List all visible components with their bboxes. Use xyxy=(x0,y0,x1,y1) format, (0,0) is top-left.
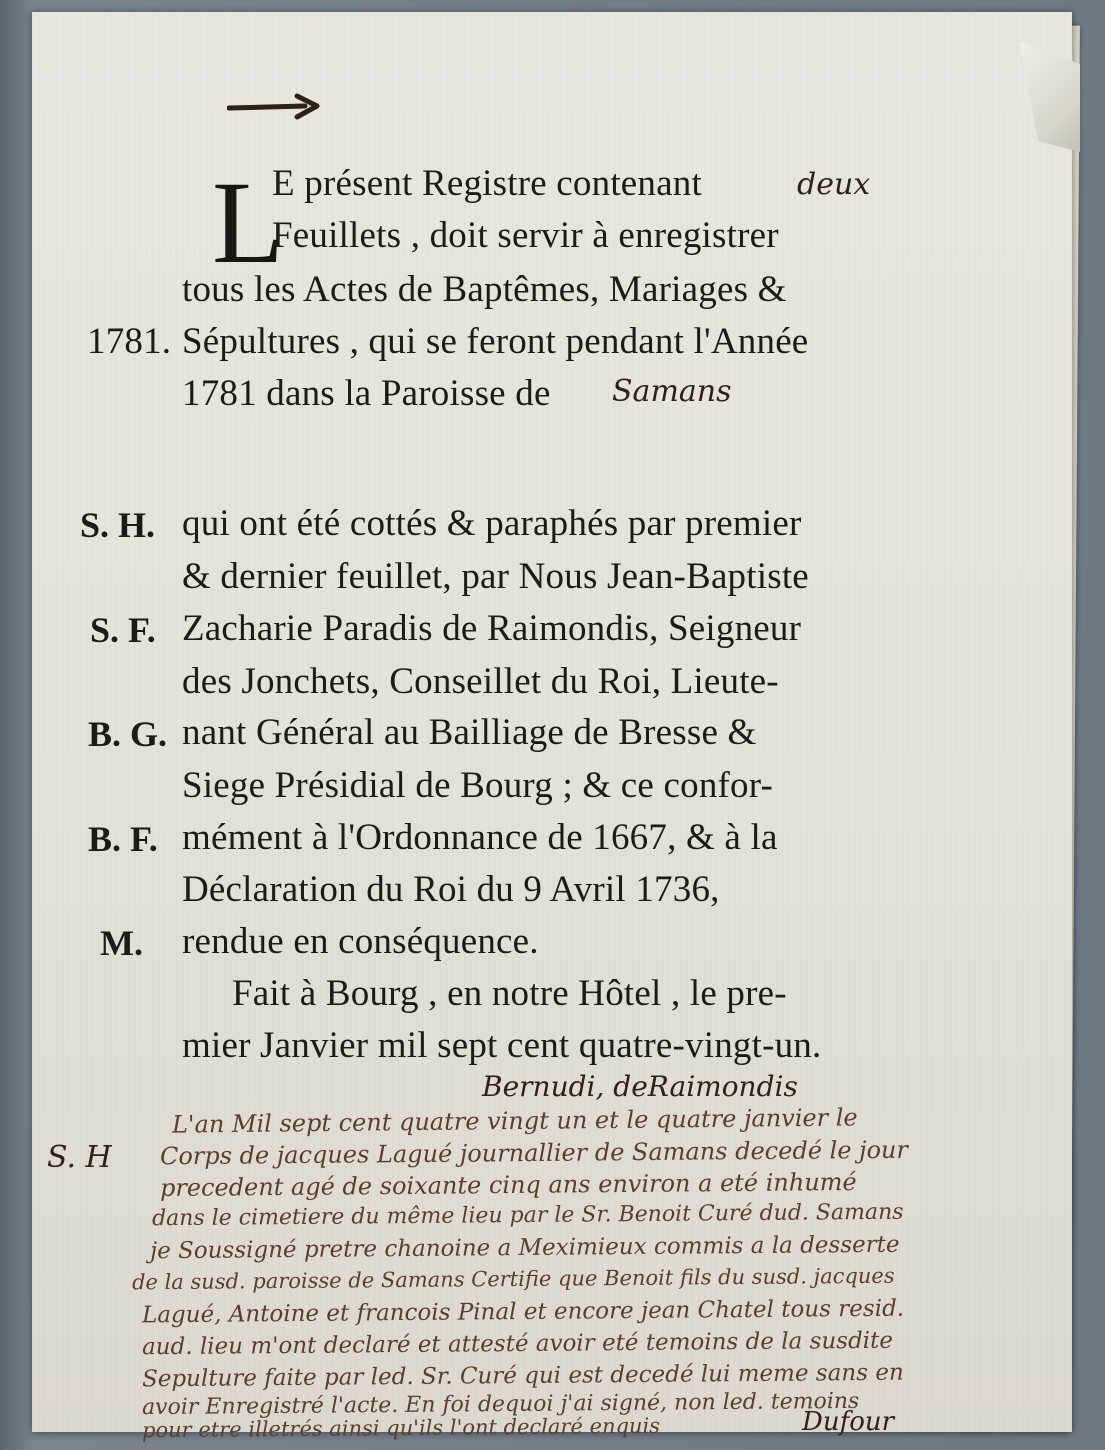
margin-sh-handwritten: S. H xyxy=(47,1140,112,1175)
arrow-icon xyxy=(227,90,322,124)
print-line-3: tous les Actes de Baptêmes, Mariages & xyxy=(182,269,787,310)
margin-bg: B. G. xyxy=(88,714,168,754)
print-line-13: Déclaration du Roi du 9 Avril 1736, xyxy=(182,869,720,910)
entry-line-7: Lagué, Antoine et francois Pinal et encore jean Chatel tous resid. xyxy=(141,1295,905,1329)
print-line-9: des Jonchets, Conseillet du Roi, Lieute- xyxy=(182,661,779,702)
margin-m: M. xyxy=(100,923,143,963)
entry-line-2: Corps de jacques Lagué journallier de Samans decedé le jour xyxy=(159,1135,909,1171)
margin-year: 1781. xyxy=(87,321,172,362)
handwritten-count: deux xyxy=(797,167,871,202)
entry-signature: Dufour xyxy=(802,1407,895,1437)
print-line-5: 1781 dans la Paroisse de xyxy=(182,373,551,414)
print-line-8: Zacharie Paradis de Raimondis, Seigneur xyxy=(182,608,802,649)
print-line-4: Sépultures , qui se feront pendant l'Année xyxy=(182,321,809,362)
print-line-10: nant Général au Bailliage de Bresse & xyxy=(182,712,757,753)
entry-line-11: pour etre illetrés ainsi qu'ils l'ont declaré enquis xyxy=(141,1413,661,1443)
entry-line-5: je Soussigné pretre chanoine a Meximieux commis a la desserte xyxy=(149,1231,900,1265)
entry-line-1: L'an Mil sept cent quatre vingt un et le quatre janvier le xyxy=(171,1103,858,1139)
handwritten-parish: Samans xyxy=(612,374,732,409)
print-line-16: mier Janvier mil sept cent quatre-vingt-un. xyxy=(182,1025,822,1066)
entry-line-8: aud. lieu m'ont declaré et attesté avoir eté temoins de la susdite xyxy=(141,1327,894,1361)
folded-corner xyxy=(1020,42,1080,152)
register-page xyxy=(32,12,1072,1443)
official-signature: Bernudi, deRaimondis xyxy=(482,1070,798,1103)
print-line-15: Fait à Bourg , en notre Hôtel , le pre- xyxy=(232,973,787,1014)
margin-bf: B. F. xyxy=(88,819,158,859)
entry-line-9: Sepulture faite par led. Sr. Curé qui est decedé lui meme sans en xyxy=(141,1359,904,1393)
margin-sh: S. H. xyxy=(80,505,156,545)
drop-cap: L xyxy=(212,157,285,288)
print-line-12: mément à l'Ordonnance de 1667, & à la xyxy=(182,817,778,858)
entry-line-10: avoir Enregistré l'acte. En foi dequoi j'ai signé, non led. temoins xyxy=(141,1388,860,1421)
print-line-14: rendue en conséquence. xyxy=(182,921,539,962)
margin-sf: S. F. xyxy=(90,610,156,650)
print-line-7: & dernier feuillet, par Nous Jean-Baptiste xyxy=(182,556,809,597)
entry-line-3: precedent agé de soixante cinq ans environ a eté inhumé xyxy=(159,1167,857,1203)
print-line-1: E présent Registre contenant xyxy=(272,163,702,204)
entry-line-4: dans le cimetiere du même lieu par le Sr. Benoit Curé dud. Samans xyxy=(151,1199,904,1232)
print-line-2: Feuillets , doit servir à enregistrer xyxy=(272,215,779,256)
entry-line-6: de la susd. paroisse de Samans Certifie que Benoit fils du susd. jacques xyxy=(131,1263,895,1295)
print-line-6: qui ont été cottés & paraphés par premier xyxy=(182,503,802,544)
print-line-11: Siege Présidial de Bourg ; & ce confor- xyxy=(182,765,774,806)
